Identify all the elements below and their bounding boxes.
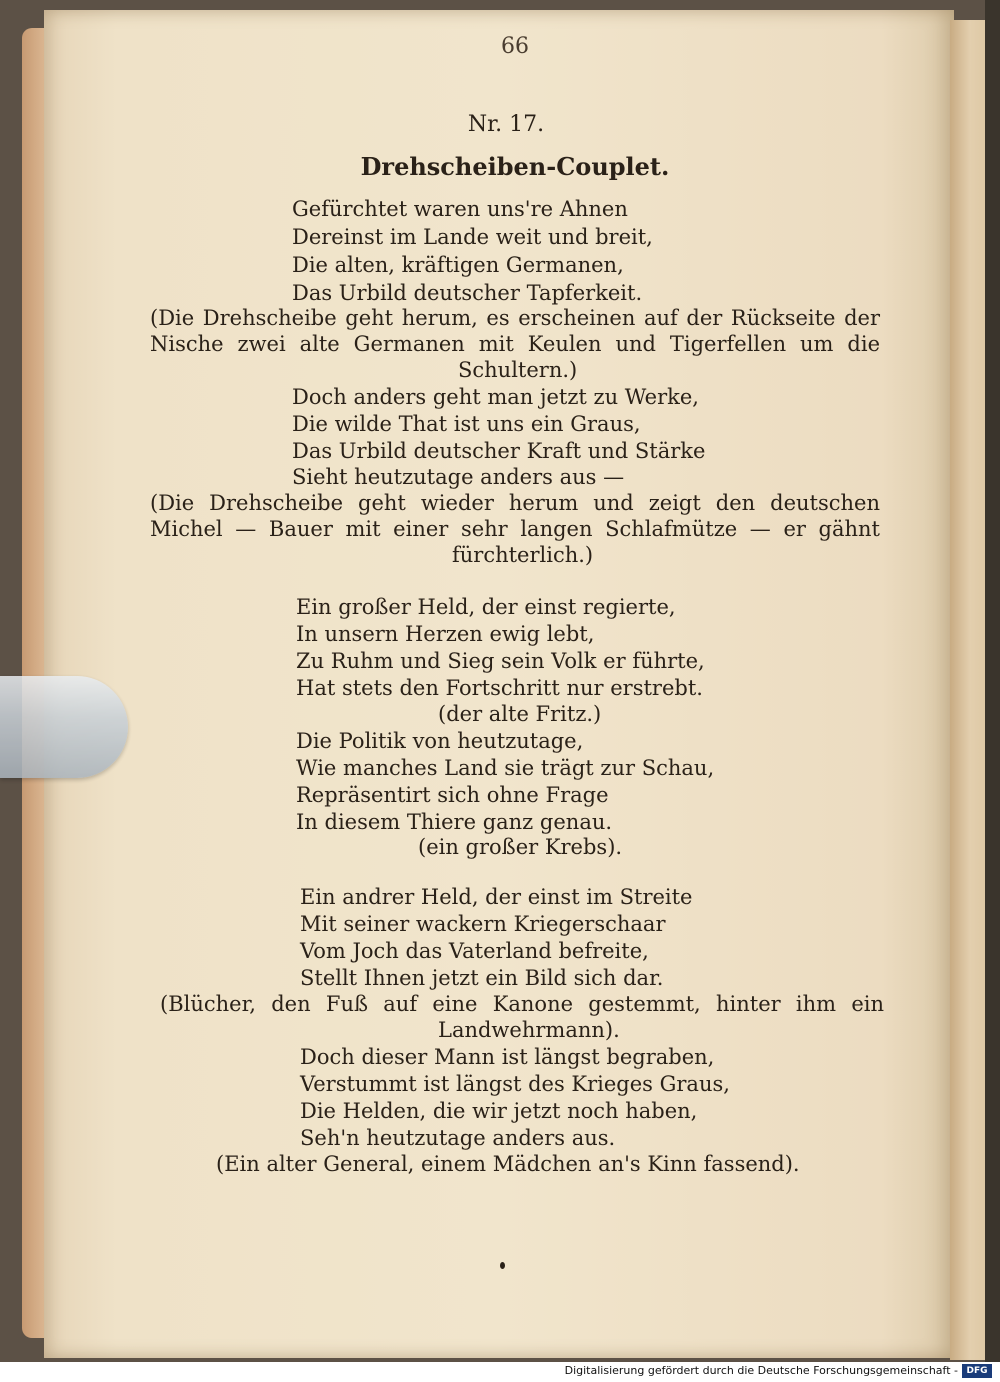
stage-direction: (Blücher, den Fuß auf eine Kanone gestemmt, hinter ihm ein <box>160 992 884 1016</box>
verse-line: Stellt Ihnen jetzt ein Bild sich dar. <box>300 966 664 990</box>
stage-direction: (der alte Fritz.) <box>438 702 602 726</box>
song-title: Drehscheiben-Couplet. <box>360 152 670 181</box>
stage-direction: fürchterlich.) <box>452 543 594 567</box>
verse-line: Repräsentirt sich ohne Frage <box>296 783 609 807</box>
verse-line: Mit seiner wackern Kriegerschaar <box>300 912 666 936</box>
verse-line: Die alten, kräftigen Germanen, <box>292 253 624 277</box>
verse-line: Hat stets den Fortschritt nur erstrebt. <box>296 676 703 700</box>
stage-direction: Landwehrmann). <box>438 1018 620 1042</box>
verse-line: Das Urbild deutscher Kraft und Stärke <box>292 439 706 463</box>
stage-direction: (Die Drehscheibe geht wieder herum und zeigt den deutschen <box>150 491 880 515</box>
page-number: 66 <box>501 34 529 59</box>
digitization-footer <box>0 1362 1000 1382</box>
verse-line: Die Helden, die wir jetzt noch haben, <box>300 1099 698 1123</box>
verse-line: Doch dieser Mann ist längst begraben, <box>300 1045 715 1069</box>
stage-direction: (Ein alter General, einem Mädchen an's Kinn fassend). <box>216 1152 800 1176</box>
verse-line: In unsern Herzen ewig lebt, <box>296 622 595 646</box>
verse-line: Die Politik von heutzutage, <box>296 729 584 753</box>
stage-direction: Schultern.) <box>458 358 578 382</box>
verse-line: Gefürchtet waren uns're Ahnen <box>292 197 628 221</box>
verse-line: Ein andrer Held, der einst im Streite <box>300 885 693 909</box>
printer-dot <box>500 1262 505 1269</box>
dfg-logo: DFG <box>962 1364 992 1378</box>
song-number: Nr. 17. <box>467 112 545 137</box>
stage-direction: Michel — Bauer mit einer sehr langen Schlafmütze — er gähnt <box>150 517 880 541</box>
verse-line: In diesem Thiere ganz genau. <box>296 810 613 834</box>
verse-line: Das Urbild deutscher Tapferkeit. <box>292 281 643 305</box>
verse-line: Sieht heutzutage anders aus — <box>292 465 625 489</box>
verse-line: Verstummt ist längst des Krieges Graus, <box>300 1072 730 1096</box>
verse-line: Wie manches Land sie trägt zur Schau, <box>296 756 715 780</box>
stage-direction: (Die Drehscheibe geht herum, es erscheinen auf der Rückseite der <box>150 306 880 330</box>
verse-line: Zu Ruhm und Sieg sein Volk er führte, <box>296 649 705 673</box>
footer-credit: Digitalisierung gefördert durch die Deutsche Forschungsgemeinschaft - <box>564 1364 958 1377</box>
stage-direction: Nische zwei alte Germanen mit Keulen und Tigerfellen um die <box>150 332 880 356</box>
verse-line: Seh'n heutzutage anders aus. <box>300 1126 616 1150</box>
verse-line: Vom Joch das Vaterland befreite, <box>300 939 649 963</box>
verse-line: Dereinst im Lande weit und breit, <box>292 225 653 249</box>
verse-line: Doch anders geht man jetzt zu Werke, <box>292 385 699 409</box>
verse-line: Ein großer Held, der einst regierte, <box>296 595 676 619</box>
stage-direction: (ein großer Krebs). <box>418 835 623 859</box>
verse-line: Die wilde That ist uns ein Graus, <box>292 412 641 436</box>
